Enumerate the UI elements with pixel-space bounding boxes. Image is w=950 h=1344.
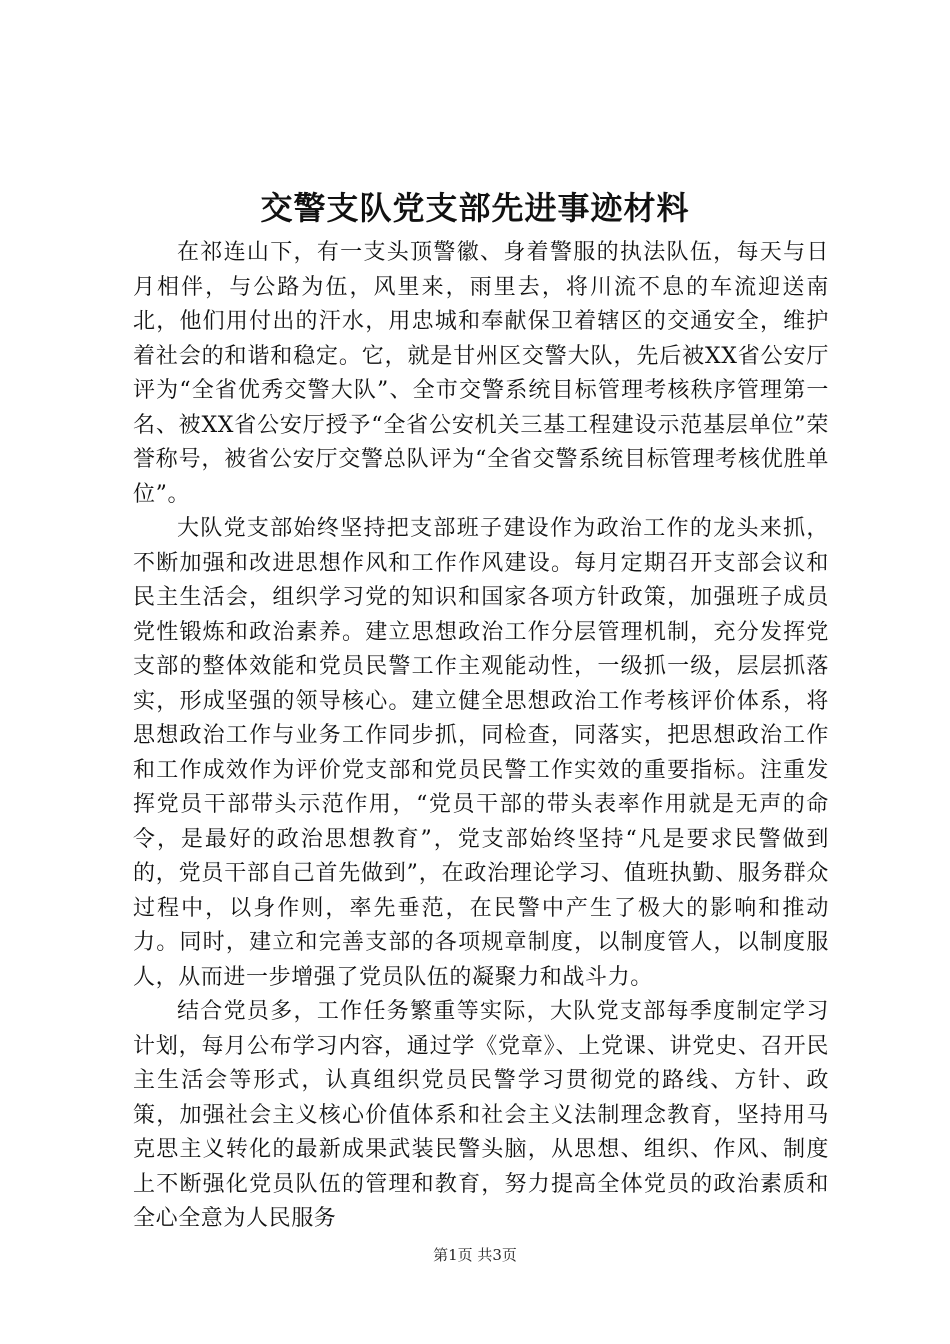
paragraph-2: 大队党支部始终坚持把支部班子建设作为政治工作的龙头来抓，不断加强和改进思想作风和工作作风建设。每月定期召开支部会议和民主生活会，组织学习党的知识和国家各项方针政策，加强班子成员党性锻炼和政治素养。建立思想政治工作分层管理机制，充分发挥党支部的整体效能和党员民警工作主观能动性，一级抓一级，层层抓落实，形成坚强的领导核心。建立健全思想政治工作考核评价体系，将思想政治工作与业务工作同步抓，同检查，同落实，把思想政治工作和工作成效作为评价党支部和党员民警工作实效的重要指标。注重发挥党员干部带头示范作用，“党员干部的带头表率作用就是无声的命令，是最好的政治思想教育”，党支部始终坚持“凡是要求民警做到的，党员干部自己首先做到”，在政治理论学习、值班执勤、服务群众过程中，以身作则，率先垂范，在民警中产生了极大的影响和推动力。同时，建立和完善支部的各项规章制度，以制度管人，以制度服人，从而进一步增强了党员队伍的凝聚力和战斗力。: [133, 516, 829, 990]
paragraph-3: 结合党员多，工作任务繁重等实际，大队党支部每季度制定学习计划，每月公布学习内容，通过学《党章》、上党课、讲党史、召开民主生活会等形式，认真组织党员民警学习贯彻党的路线、方针、政策，加强社会主义核心价值体系和社会主义法制理念教育，坚持用马克思主义转化的最新成果武装民警头脑，从思想、组织、作风、制度上不断强化党员队伍的管理和教育，努力提高全体党员的政治素质和全心全意为人民服务: [133, 999, 829, 1231]
document-body: [133, 236, 829, 1237]
document-title: 交警支队党支部先进事迹材料: [260, 189, 690, 227]
paragraph-1: 在祁连山下，有一支头顶警徽、身着警服的执法队伍，每天与日月相伴，与公路为伍，风里来，雨里去，将川流不息的车流迎送南北，他们用付出的汗水，用忠城和奉献保卫着辖区的交通安全，维护着社会的和谐和稳定。它，就是甘州区交警大队，先后被XX省公安厅评为“全省优秀交警大队”、全市交警系统目标管理考核秩序管理第一名、被XX省公安厅授予“全省公安机关三基工程建设示范基层单位”荣誉称号，被省公安厅交警总队评为“全省交警系统目标管理考核优胜单位”。: [133, 240, 829, 507]
page-number-footer: 第1页 共3页: [433, 1246, 517, 1264]
